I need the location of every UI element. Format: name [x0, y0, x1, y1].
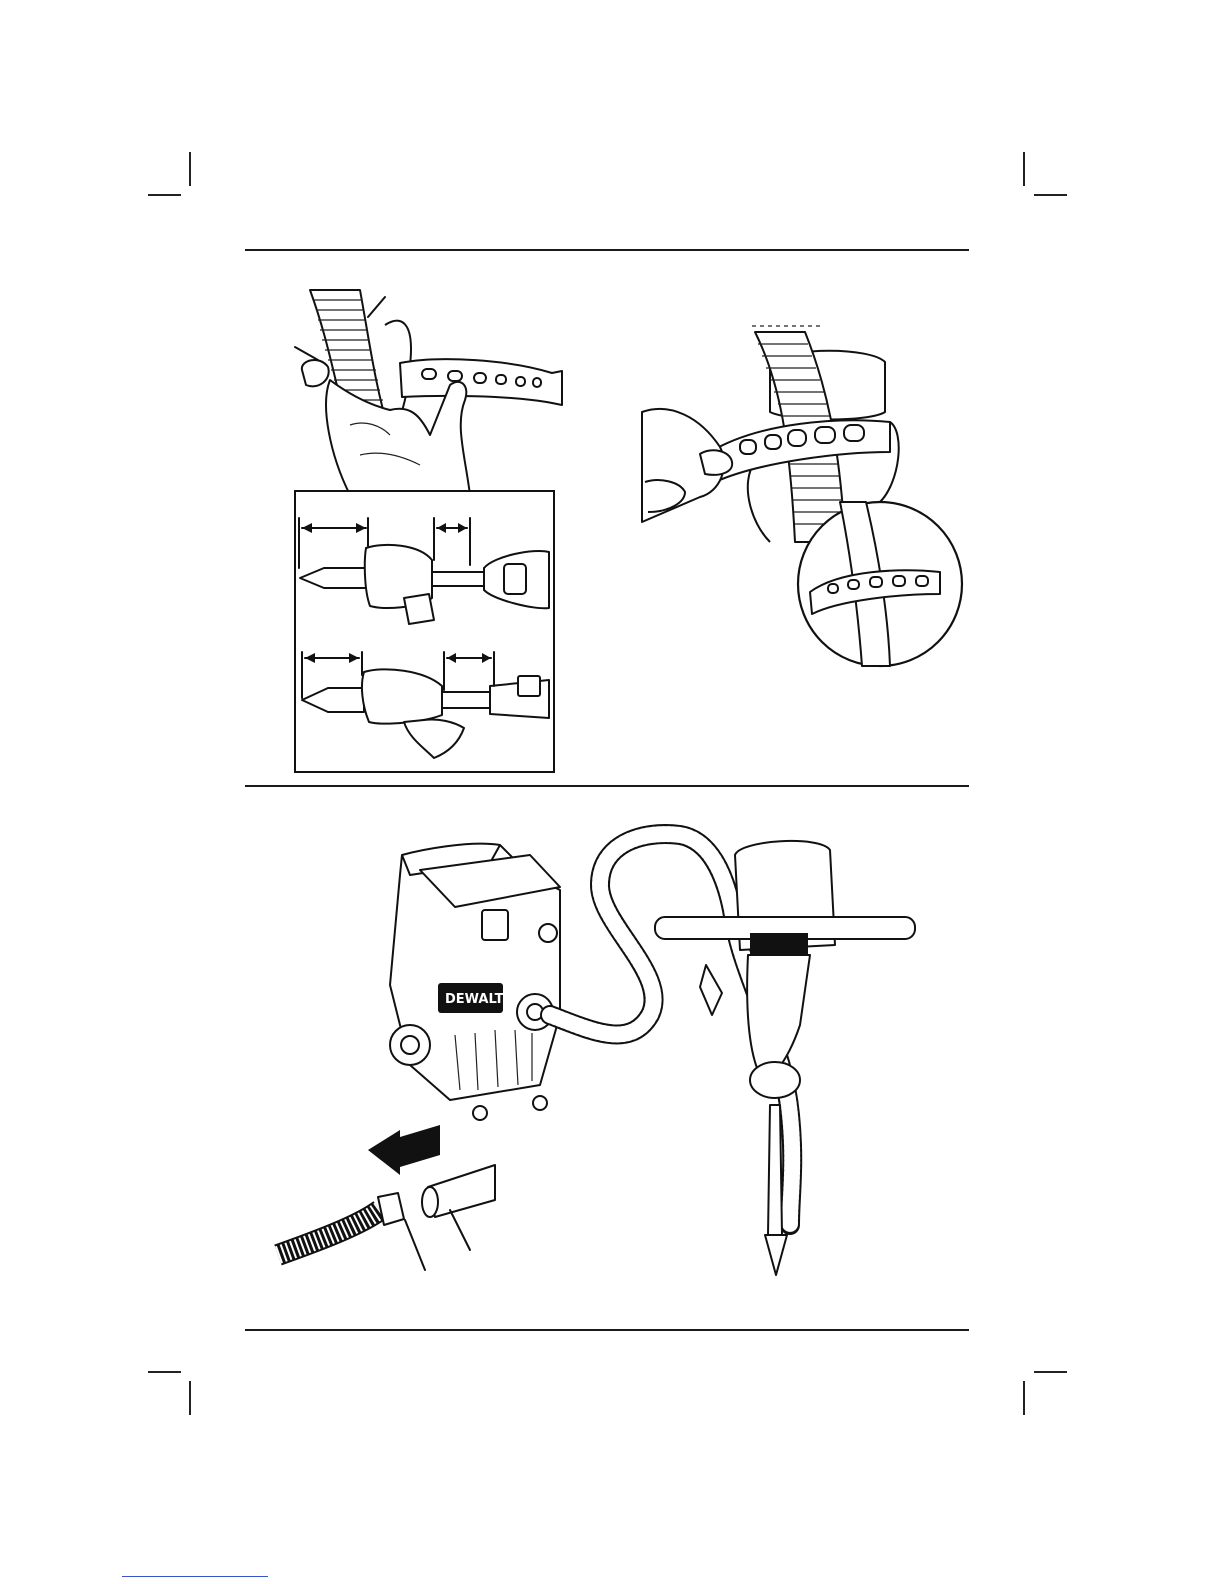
crop-mark — [148, 1371, 181, 1373]
figure-strap-tightened — [640, 322, 970, 662]
crop-mark — [1034, 194, 1067, 196]
magnifier-icon — [798, 502, 962, 666]
pipe-icon — [422, 1165, 495, 1217]
crop-mark — [1023, 152, 1025, 186]
vacuum-icon — [390, 844, 560, 1120]
hand-icon — [642, 409, 732, 522]
hose-icon — [278, 1193, 404, 1255]
divider-rule — [245, 785, 969, 787]
footer-link-underline — [122, 1562, 268, 1577]
crop-mark — [1023, 1381, 1025, 1415]
figure-inset-chisel — [294, 490, 555, 773]
figure-vacuum-breaker — [270, 815, 930, 1285]
crop-mark — [1034, 1371, 1067, 1373]
arrow-left-icon — [368, 1125, 440, 1175]
strap-icon — [400, 359, 562, 405]
crop-mark — [189, 152, 191, 186]
header-rule — [245, 249, 969, 251]
footer-rule — [245, 1329, 969, 1331]
brand-logo: DEWALT — [445, 992, 504, 1007]
crop-mark — [189, 1381, 191, 1415]
figure-strap-hand — [290, 285, 580, 495]
crop-mark — [148, 194, 181, 196]
